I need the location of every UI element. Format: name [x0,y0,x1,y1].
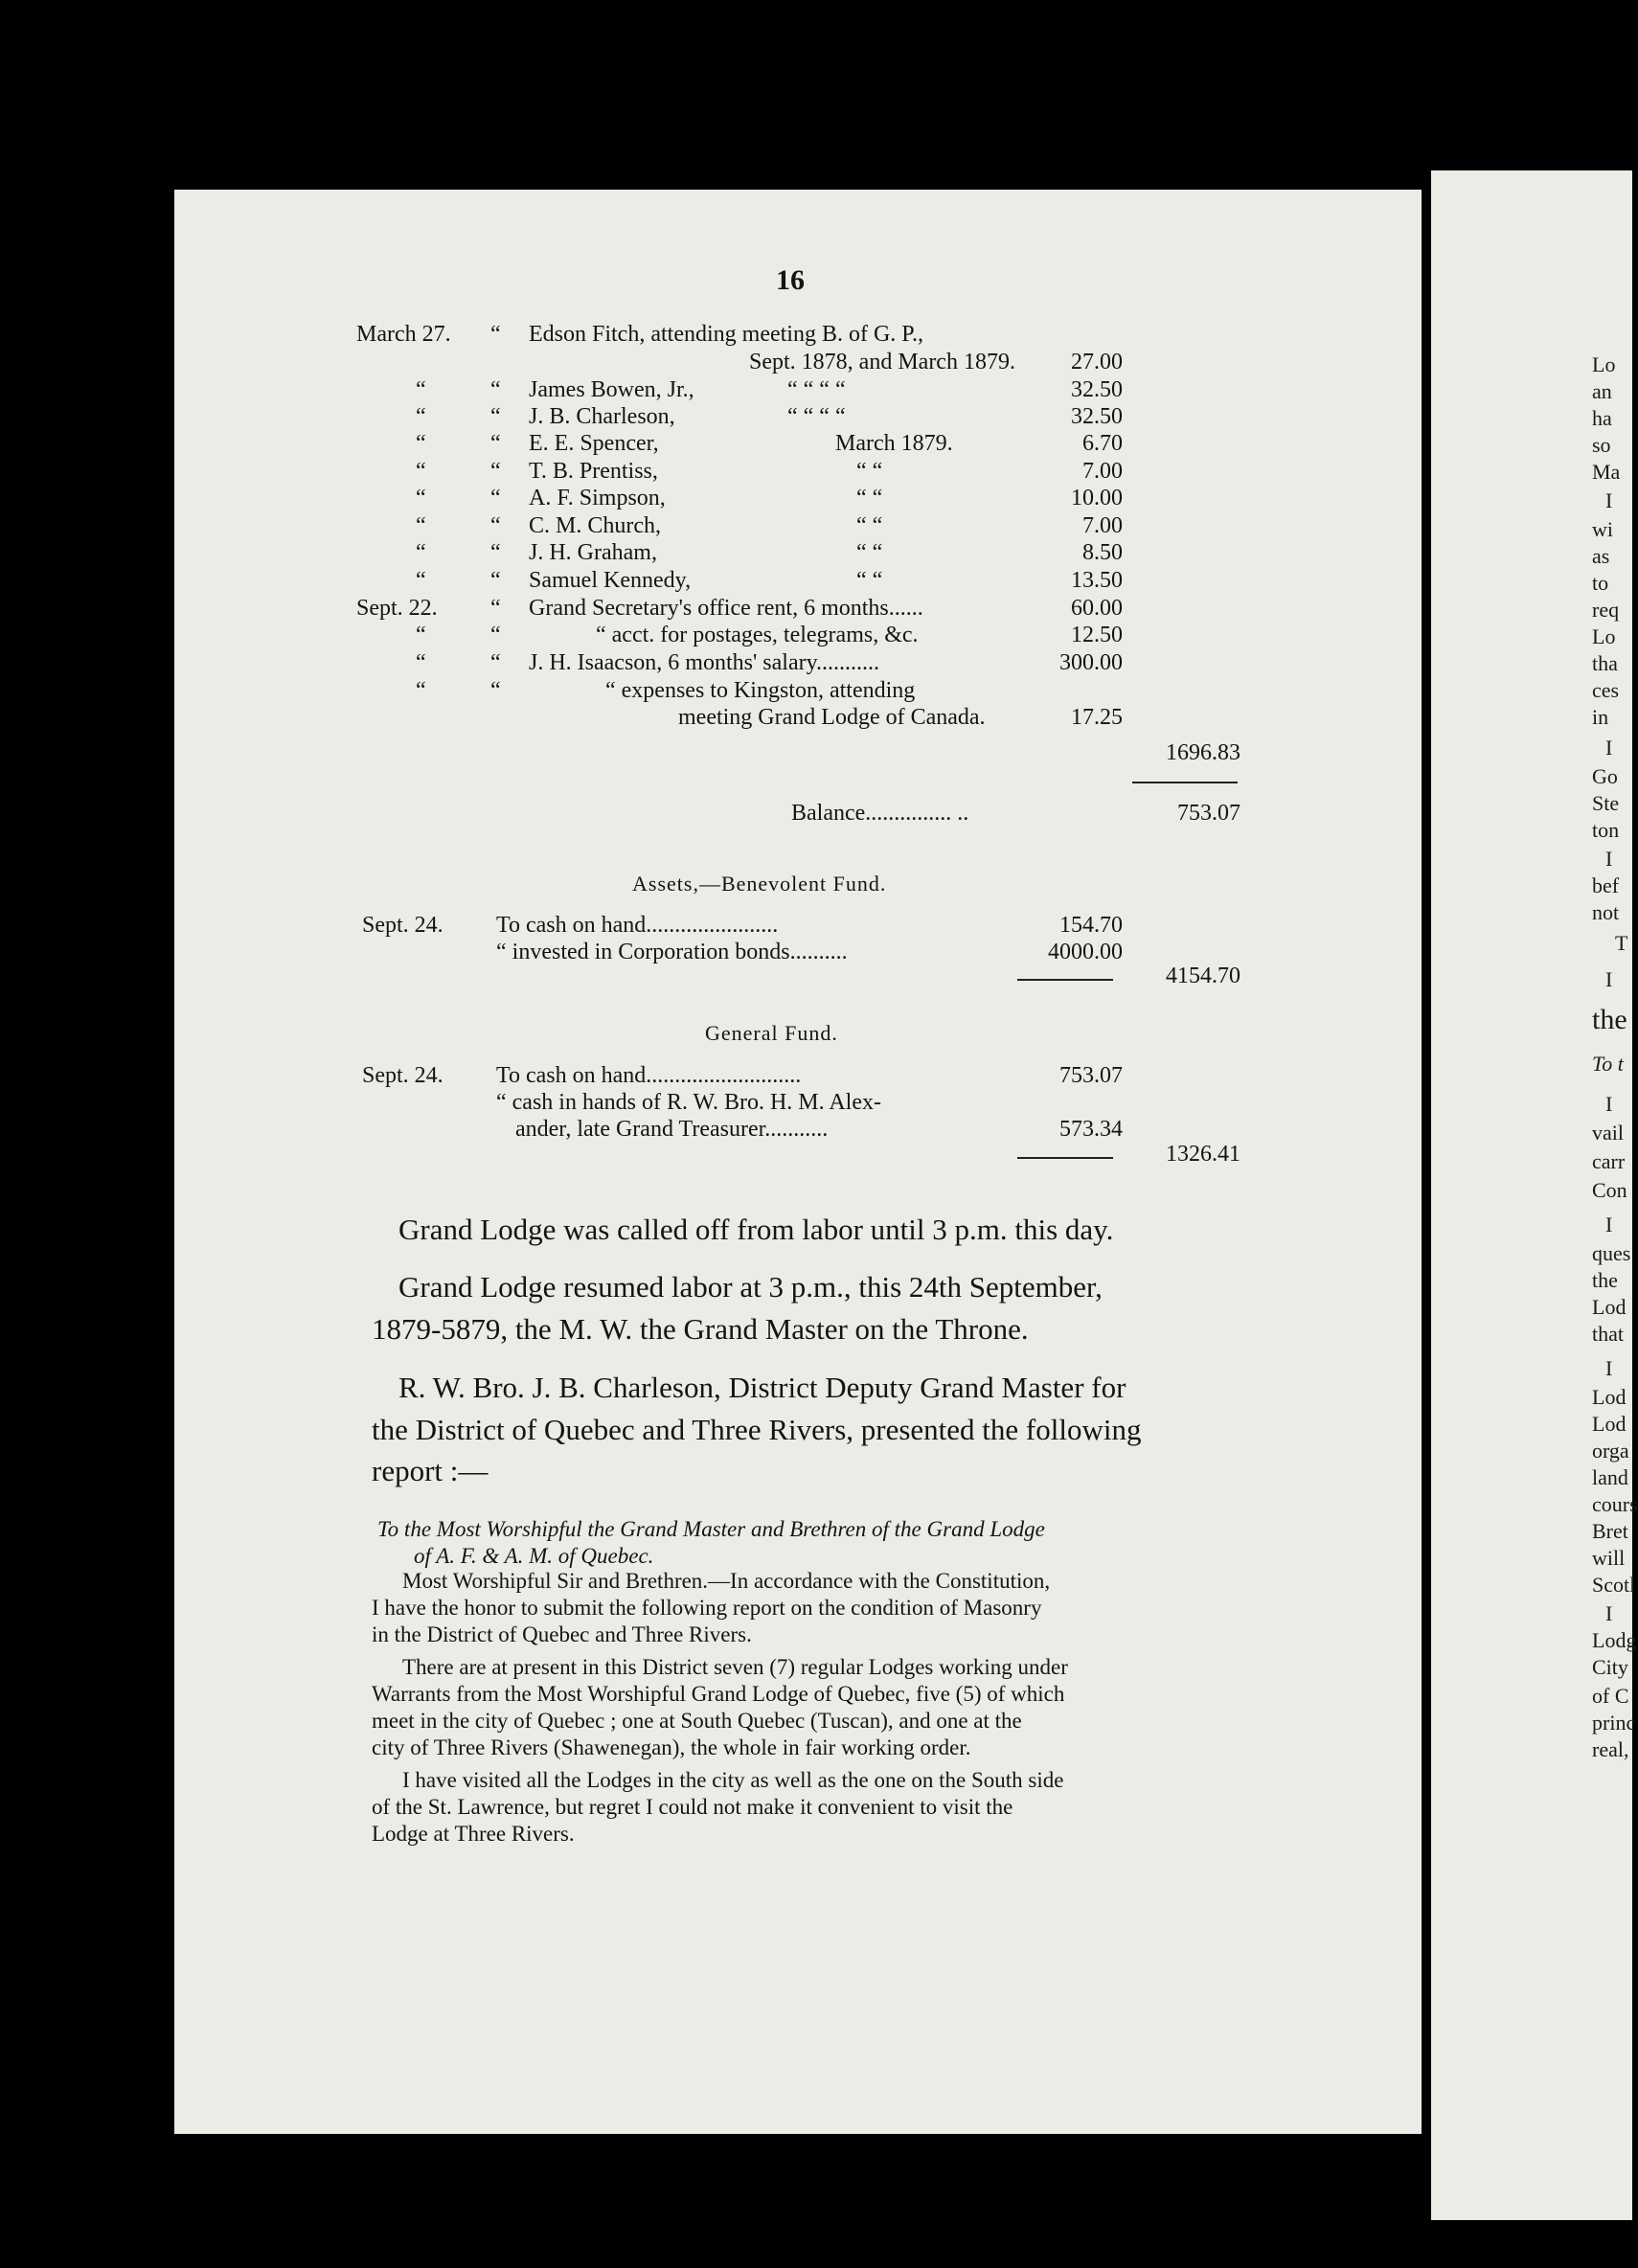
ledger-mid: “ “ [856,486,883,510]
facing-page-fragment-line: of C [1592,1684,1629,1708]
assets-total: 4154.70 [1166,964,1240,988]
ledger-ditto: “ [490,623,501,647]
ledger-text: Samuel Kennedy, [529,568,692,593]
facing-page-fragment-line: that [1592,1322,1624,1346]
ledger-date: “ [416,513,426,538]
assets-row1-text: To cash on hand....................... [496,913,779,938]
facing-page-fragment-line: I [1605,1356,1613,1380]
facing-page-fragment-line: bef [1592,873,1620,897]
facing-page-fragment-line: Scotl [1592,1573,1636,1597]
report-line: Most Worshipful Sir and Brethren.—In accordance with the Constitution, [402,1569,1051,1593]
facing-page-fragment-line: princ [1592,1711,1636,1735]
ledger-mid: “ “ [856,513,883,538]
ledger-ditto: “ [490,540,501,565]
facing-page-fragment-line: Con [1592,1178,1627,1202]
assets-rule [1017,979,1113,981]
facing-page-fragment-line: I [1605,967,1613,991]
ledger-text: J. B. Charleson, [529,404,675,429]
facing-page-fragment-line: Ma [1592,460,1621,484]
ledger-ditto: “ [490,486,501,510]
general-heading: General Fund. [705,1021,838,1045]
ledger-mid: “ “ [856,540,883,565]
report-line: Warrants from the Most Worshipful Grand Lodge of Quebec, five (5) of which [372,1682,1065,1706]
ledger-date: March 27. [356,322,451,347]
ledger-text: T. B. Prentiss, [529,459,658,484]
ledger-date: “ [416,540,426,565]
facing-page-fragment-line: will [1592,1546,1626,1570]
ledger-ditto: “ [490,568,501,593]
facing-page-fragment-line: in [1592,705,1609,729]
ledger-amount: 7.00 [1082,459,1123,484]
ledger-date: “ [416,650,426,675]
general-rule [1017,1157,1113,1159]
ledger-date: “ [416,459,426,484]
facing-page-fragment-line: the [1592,1004,1627,1035]
ledger-amount: 300.00 [1059,650,1123,675]
ledger-text: Sept. 1878, and March 1879. [749,350,1015,374]
facing-page-fragment [1431,170,1638,2220]
ledger-date: Sept. 22. [356,596,438,621]
facing-page-fragment-line: Ste [1592,791,1620,815]
report-line: I have the honor to submit the following report on the condition of Masonry [372,1596,1042,1620]
ledger-total: 1696.83 [1166,740,1240,765]
facing-page-fragment-line: req [1592,598,1620,622]
ledger-date: “ [416,623,426,647]
facing-page-fragment-line: To t [1592,1052,1624,1076]
facing-page-fragment-line: wi [1592,517,1613,541]
ledger-mid: “ “ “ “ [787,377,846,402]
total-rule [1132,782,1238,783]
address-line1: To the Most Worshipful the Grand Master and Brethren of the Grand Lodge [377,1517,1045,1541]
ledger-ditto: “ [490,650,501,675]
balance-amount: 753.07 [1177,801,1240,826]
ledger-amount: 32.50 [1071,404,1123,429]
facing-page-fragment-line: Lod [1592,1412,1627,1436]
facing-page-fragment-line: real, [1592,1737,1629,1761]
ledger-date: “ [416,568,426,593]
report-line: of the St. Lawrence, but regret I could not make it convenient to visit the [372,1795,1013,1819]
assets-heading: Assets,—Benevolent Fund. [632,872,887,896]
facing-page-fragment-line: Lo [1592,624,1616,648]
ledger-text: Edson Fitch, attending meeting B. of G. P., [529,322,923,347]
ledger-ditto: “ [490,678,501,703]
ledger-date: “ [416,486,426,510]
ledger-text: J. H. Graham, [529,540,657,565]
ledger-text: C. M. Church, [529,513,661,538]
facing-page-fragment-line: carr [1592,1149,1626,1173]
ledger-amount: 60.00 [1071,596,1123,621]
facing-page-fragment-line: the [1592,1268,1618,1292]
facing-page-fragment-line: Lod [1592,1385,1627,1409]
facing-page-fragment-line: Lodg [1592,1628,1637,1652]
ledger-amount: 8.50 [1082,540,1123,565]
facing-page-fragment-line: I [1605,847,1613,871]
assets-row2-text: “ invested in Corporation bonds.......... [496,940,848,964]
facing-page-fragment-line: to [1592,571,1609,595]
ledger-text: Grand Secretary's office rent, 6 months...... [529,596,923,621]
facing-page-fragment-line: ha [1592,406,1612,430]
facing-page-fragment-line: I [1605,1213,1613,1236]
facing-page-fragment-line: T [1615,931,1628,955]
facing-page-fragment-line: not [1592,900,1620,924]
facing-page-fragment-line: I [1605,1601,1613,1625]
ledger-ditto: “ [490,459,501,484]
facing-page-fragment-line: so [1592,433,1611,457]
left-page [174,190,1422,2134]
facing-page-fragment-line: tha [1592,651,1618,675]
facing-page-fragment-line: ces [1592,678,1620,702]
ledger-date: “ [416,431,426,456]
ledger-amount: 12.50 [1071,623,1123,647]
ledger-text: E. E. Spencer, [529,431,659,456]
address-line2: of A. F. & A. M. of Quebec. [414,1544,654,1568]
ledger-mid: “ “ [856,459,883,484]
ledger-mid: March 1879. [835,431,953,456]
facing-page-fragment-line: ques [1592,1241,1631,1265]
facing-page-fragment-line: an [1592,379,1612,403]
ledger-ditto: “ [490,596,501,621]
ledger-mid: “ “ “ “ [787,404,846,429]
ledger-amount: 17.25 [1071,705,1123,730]
para-charleson-line3: report :— [372,1454,489,1487]
facing-page-fragment-line: cours [1592,1492,1638,1516]
general-row3-text: ander, late Grand Treasurer........... [515,1117,829,1142]
facing-page-fragment-line: Lod [1592,1295,1627,1319]
report-line: city of Three Rivers (Shawenegan), the whole in fair working order. [372,1735,971,1759]
ledger-amount: 7.00 [1082,513,1123,538]
ledger-ditto: “ [490,404,501,429]
ledger-amount: 32.50 [1071,377,1123,402]
facing-page-fragment-line: Lo [1592,352,1616,376]
ledger-text: meeting Grand Lodge of Canada. [678,705,986,730]
assets-row1-amount: 154.70 [1059,913,1123,938]
facing-page-fragment-line: I [1605,488,1613,512]
page-number: 16 [776,264,805,296]
general-row1-amount: 753.07 [1059,1063,1123,1088]
general-date: Sept. 24. [362,1063,444,1088]
ledger-date: “ [416,377,426,402]
ledger-date: “ [416,678,426,703]
facing-page-fragment-line: land [1592,1465,1628,1489]
facing-page-fragment-line: vail [1592,1121,1624,1145]
ledger-amount: 27.00 [1071,350,1123,374]
general-total: 1326.41 [1166,1142,1240,1167]
ledger-text: A. F. Simpson, [529,486,666,510]
ledger-amount: 6.70 [1082,431,1123,456]
report-line: There are at present in this District seven (7) regular Lodges working under [402,1655,1068,1679]
facing-page-fragment-line: Bret [1592,1519,1628,1543]
report-line: Lodge at Three Rivers. [372,1822,575,1846]
general-row1-text: To cash on hand........................... [496,1063,802,1088]
para-charleson-line2: the District of Quebec and Three Rivers, presented the following [372,1413,1142,1446]
assets-date: Sept. 24. [362,913,444,938]
ledger-text: “ expenses to Kingston, attending [605,678,916,703]
ledger-amount: 10.00 [1071,486,1123,510]
facing-page-fragment-line: ton [1592,818,1620,842]
ledger-mid: “ “ [856,568,883,593]
ledger-ditto: “ [490,431,501,456]
facing-page-fragment-line: City [1592,1655,1628,1679]
facing-page-fragment-line: Go [1592,764,1618,788]
ledger-text: “ acct. for postages, telegrams, &c. [596,623,919,647]
facing-page-fragment-line: I [1605,1092,1613,1116]
ledger-amount: 13.50 [1071,568,1123,593]
para-called-off: Grand Lodge was called off from labor until 3 p.m. this day. [398,1213,1114,1246]
report-line: in the District of Quebec and Three Rivers. [372,1622,752,1646]
ledger-ditto: “ [490,377,501,402]
facing-page-fragment-line: orga [1592,1439,1629,1463]
general-row2-text: “ cash in hands of R. W. Bro. H. M. Alex- [496,1090,881,1115]
report-line: I have visited all the Lodges in the city as well as the one on the South side [402,1768,1064,1792]
ledger-text: J. H. Isaacson, 6 months' salary........... [529,650,880,675]
ledger-ditto: “ [490,322,501,347]
general-row3-amount: 573.34 [1059,1117,1123,1142]
report-line: meet in the city of Quebec ; one at South Quebec (Tuscan), and one at the [372,1709,1022,1733]
ledger-ditto: “ [490,513,501,538]
ledger-text: James Bowen, Jr., [529,377,694,402]
para-resumed-line1: Grand Lodge resumed labor at 3 p.m., this 24th September, [398,1270,1103,1304]
facing-page-fragment-line: I [1605,736,1613,760]
para-resumed-line2: 1879-5879, the M. W. the Grand Master on the Throne. [372,1312,1029,1346]
assets-row2-amount: 4000.00 [1048,940,1123,964]
facing-page-fragment-line: as [1592,544,1610,568]
ledger-date: “ [416,404,426,429]
balance-label: Balance............... .. [791,801,969,826]
para-charleson-line1: R. W. Bro. J. B. Charleson, District Deputy Grand Master for [398,1371,1126,1404]
